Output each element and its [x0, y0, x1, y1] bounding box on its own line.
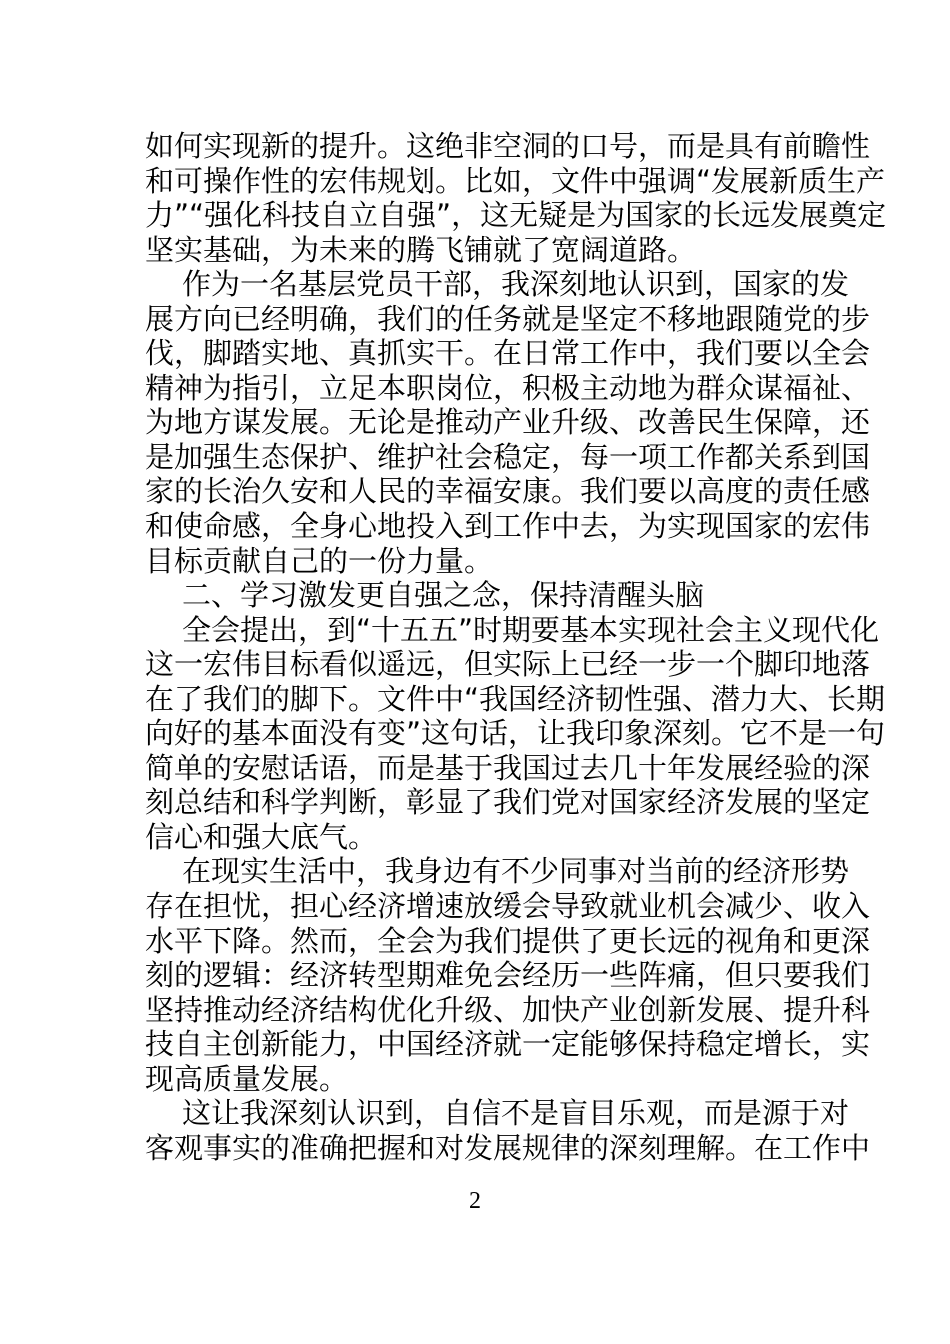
- text-line: 作为一名基层党员干部，我深刻地认识到，国家的发: [182, 267, 850, 302]
- text-line: 现高质量发展。: [145, 1061, 349, 1096]
- document-body: [145, 129, 887, 1165]
- paragraph: [145, 612, 886, 855]
- text-line: 刻总结和科学判断，彰显了我们党对国家经济发展的坚定: [145, 785, 871, 820]
- text-line: 为地方谋发展。无论是推动产业升级、改善民生保障，还: [145, 405, 871, 440]
- text-line: 向好的基本面没有变”这句话，让我印象深刻。它不是一句: [145, 716, 886, 751]
- text-line: 和可操作性的宏伟规划。比如，文件中强调“发展新质生产: [145, 163, 886, 198]
- text-line: 简单的安慰话语，而是基于我国过去几十年发展经验的深: [145, 750, 871, 785]
- paragraph: [145, 267, 871, 578]
- paragraph: [145, 129, 887, 267]
- text-line: 坚实基础，为未来的腾飞铺就了宽阔道路。: [145, 232, 697, 267]
- text-line: 如何实现新的提升。这绝非空洞的口号，而是具有前瞻性: [145, 129, 871, 163]
- text-line: 全会提出，到“十五五”时期要基本实现社会主义现代化: [182, 612, 880, 647]
- section-heading: [145, 578, 806, 613]
- text-line: 技自主创新能力，中国经济就一定能够保持稳定增长，实: [145, 1027, 871, 1062]
- text-line: 坚持推动经济结构优化升级、加快产业创新发展、提升科: [145, 992, 871, 1027]
- text-line: 这一宏伟目标看似遥远，但实际上已经一步一个脚印地落: [145, 647, 871, 682]
- text-line: 这让我深刻认识到，自信不是盲目乐观，而是源于对: [182, 1096, 850, 1131]
- text-line: 精神为指引，立足本职岗位，积极主动地为群众谋福祉、: [145, 370, 871, 405]
- text-line: 二、学习激发更自强之念，保持清醒头脑: [182, 578, 705, 613]
- text-line: 和使命感，全身心地投入到工作中去，为实现国家的宏伟: [145, 509, 871, 544]
- text-line: 客观事实的准确把握和对发展规律的深刻理解。在工作中: [145, 1130, 871, 1165]
- text-line: 水平下降。然而，全会为我们提供了更长远的视角和更深: [145, 923, 871, 958]
- text-line: 信心和强大底气。: [145, 819, 378, 854]
- text-line: 家的长治久安和人民的幸福安康。我们要以高度的责任感: [145, 474, 871, 509]
- text-line: 是加强生态保护、维护社会稳定，每一项工作都关系到国: [145, 439, 871, 474]
- text-line: 展方向已经明确，我们的任务就是坚定不移地跟随党的步: [145, 301, 871, 336]
- text-line: 存在担忧，担心经济增速放缓会导致就业机会减少、收入: [145, 889, 871, 924]
- text-line: 伐，脚踏实地、真抓实干。在日常工作中，我们要以全会: [145, 336, 871, 371]
- text-line: 目标贡献自己的一份力量。: [145, 543, 494, 578]
- text-line: 刻的逻辑：经济转型期难免会经历一些阵痛，但只要我们: [145, 958, 871, 993]
- paragraph: [145, 854, 871, 1096]
- text-line: 在现实生活中，我身边有不少同事对当前的经济形势: [182, 854, 850, 889]
- text-line: 力”“强化科技自立自强”，这无疑是为国家的长远发展奠定: [145, 198, 887, 233]
- paragraph: [145, 1096, 871, 1165]
- page-number: 2: [469, 1188, 481, 1214]
- text-line: 在了我们的脚下。文件中“我国经济韧性强、潜力大、长期: [145, 681, 886, 716]
